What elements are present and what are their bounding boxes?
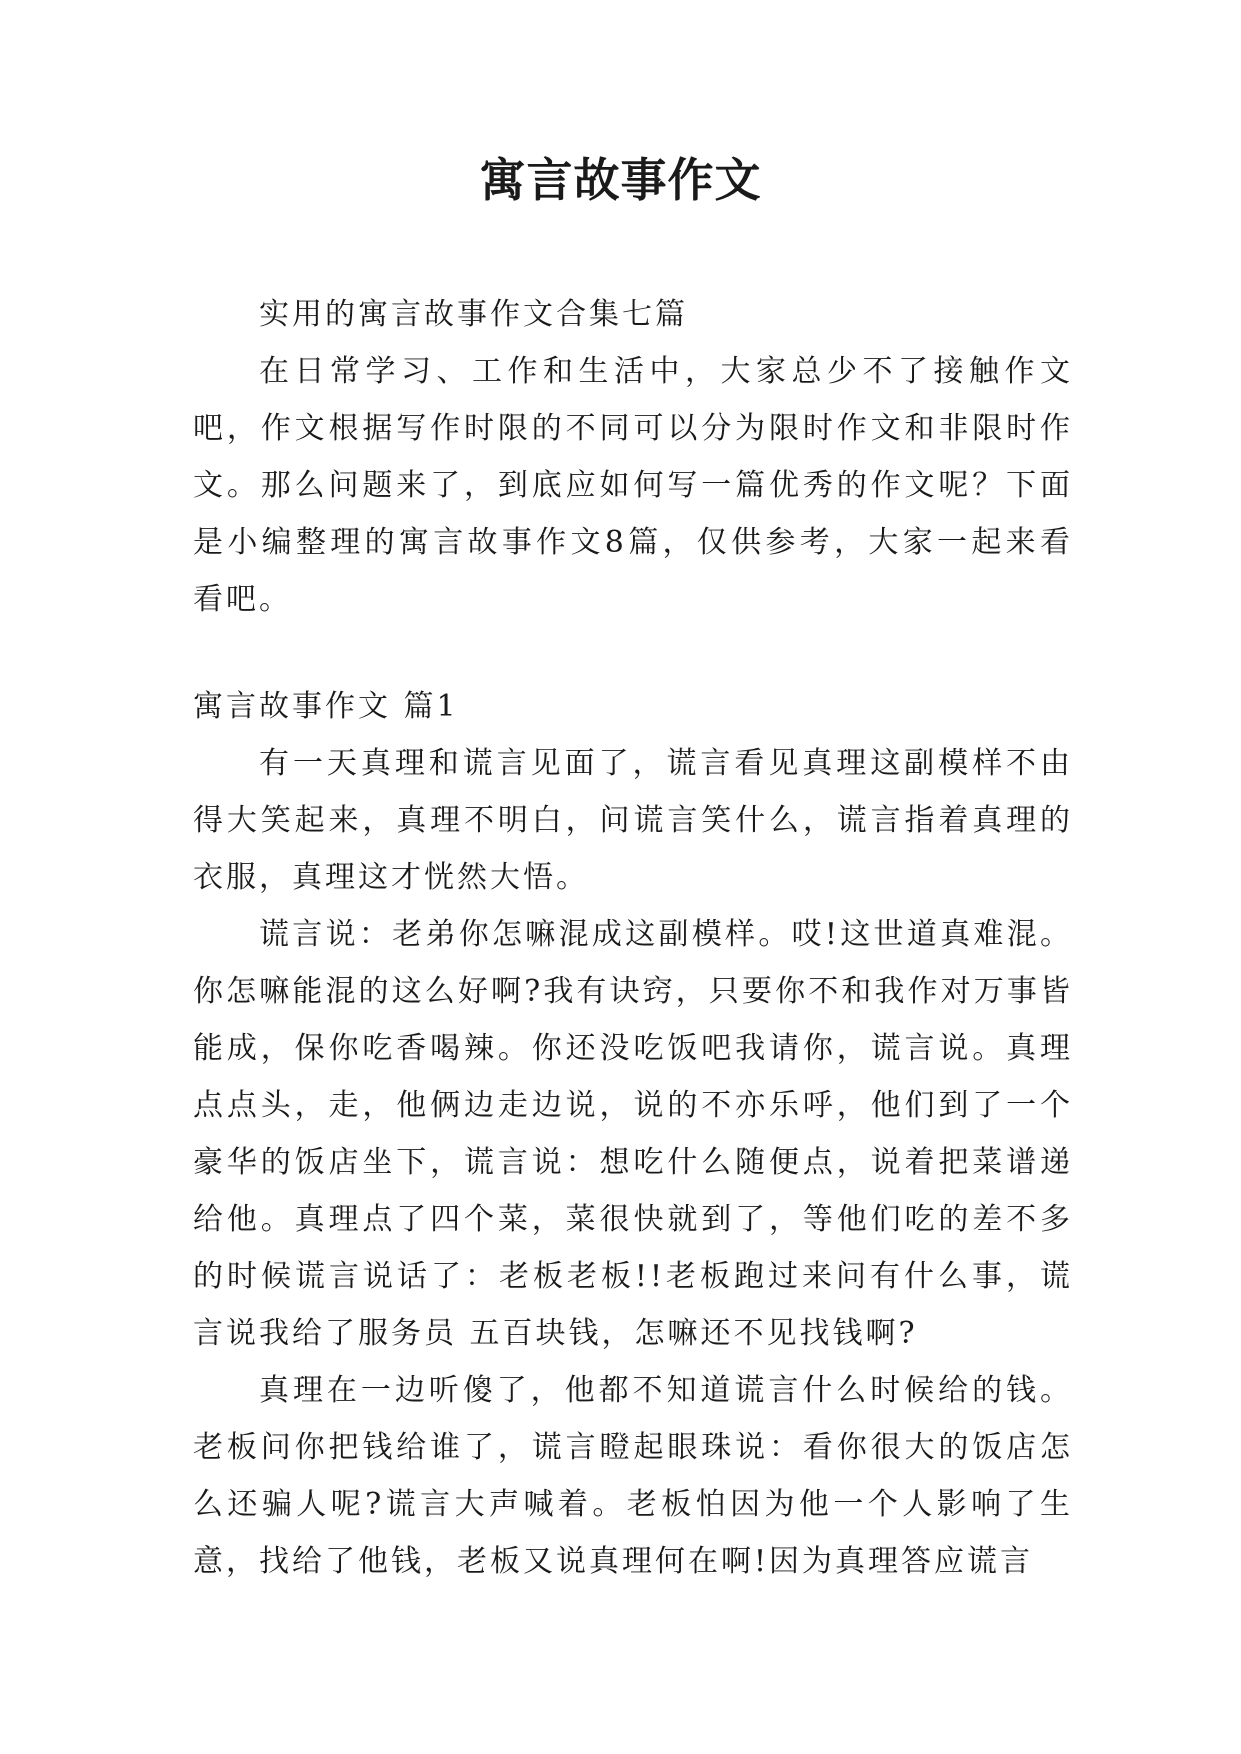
document-title: 寓言故事作文 <box>479 153 762 207</box>
section-spacer <box>193 628 1073 678</box>
intro-paragraph: 在日常学习、工作和生活中，大家总少不了接触作文吧，作文根据写作时限的不同可以分为限时作文和非限时作文。那么问题来了，到底应如何写一篇优秀的作文呢？下面是小编整理的寓言故事作文8篇，仅供参考，大家一起来看看吧。 <box>193 354 1073 617</box>
section-paragraph: 谎言说：老弟你怎嘛混成这副模样。哎!这世道真难混。你怎嘛能混的这么好啊?我有诀窍，只要你不和我作对万事皆能成，保你吃香喝辣。你还没吃饭吧我请你，谎言说。真理点点头，走，他俩边走边说，说的不亦乐呼，他们到了一个豪华的饭店坐下，谎言说：想吃什么随便点，说着把菜谱递给他。真理点了四个菜，菜很快就到了，等他们吃的差不多的时候谎言说话了：老板老板!!老板跑过来问有什么事，谎言说我给了服务员 五百块钱，怎嘛还不见找钱啊? <box>193 917 1073 1351</box>
section-paragraph: 有一天真理和谎言见面了，谎言看见真理这副模样不由得大笑起来，真理不明白，问谎言笑什么，谎言指着真理的衣服，真理这才恍然大悟。 <box>193 746 1073 895</box>
document-body <box>193 286 1073 1590</box>
section-heading: 寓言故事作文 篇1 <box>193 689 459 724</box>
section-paragraph: 真理在一边听傻了，他都不知道谎言什么时候给的钱。老板问你把钱给谁了，谎言瞪起眼珠说：看你很大的饭店怎么还骗人呢?谎言大声喊着。老板怕因为他一个人影响了生意，找给了他钱，老板又说真理何在啊!因为真理答应谎言 <box>193 1373 1073 1579</box>
intro-subtitle: 实用的寓言故事作文合集七篇 <box>259 297 688 332</box>
